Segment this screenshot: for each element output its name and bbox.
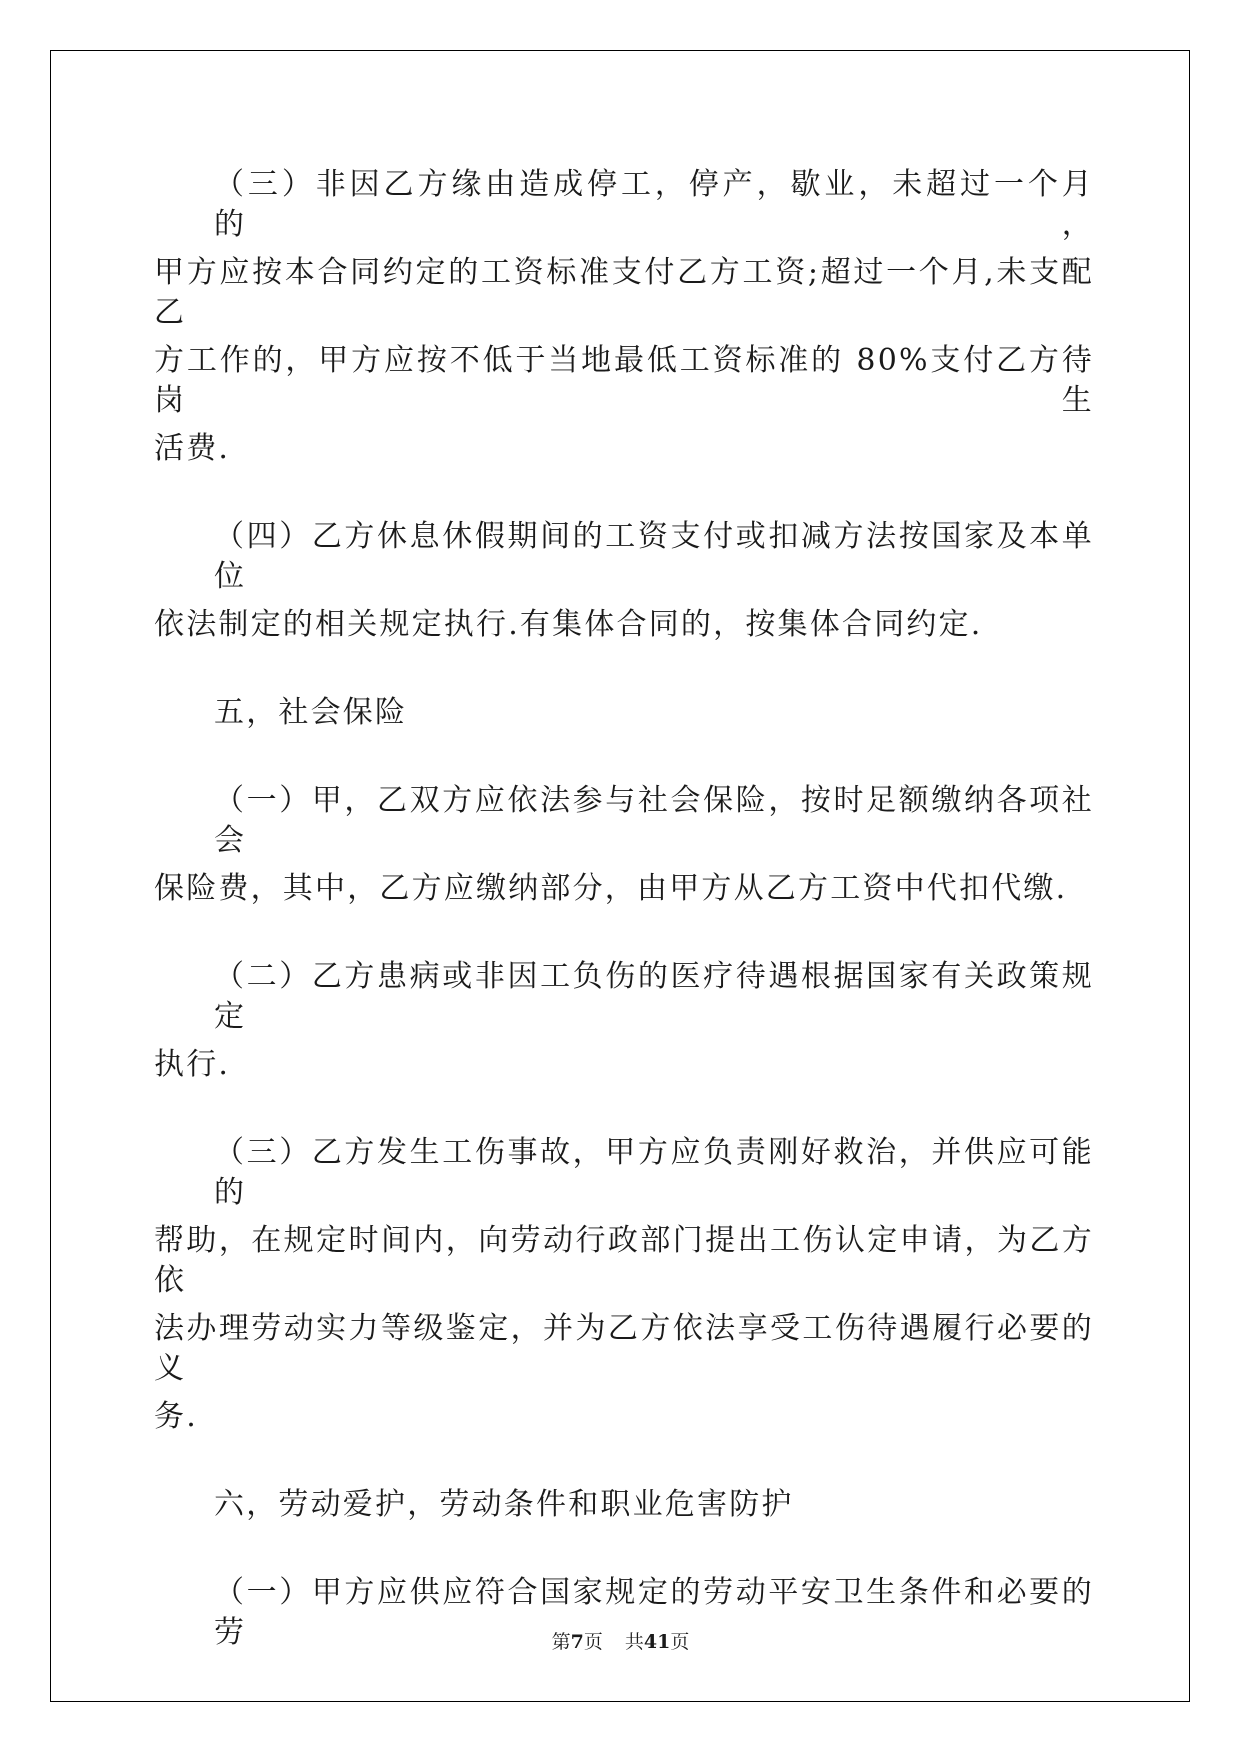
section-heading: 五，社会保险 — [214, 695, 408, 730]
text-line: 务. — [154, 1399, 198, 1434]
page-suffix: 页 — [583, 1631, 603, 1653]
text-line: 法办理劳动实力等级鉴定，并为乙方依法享受工伤待遇履行必要的义 — [154, 1311, 1094, 1386]
text-line: 方工作的，甲方应按不低于当地最低工资标准的 80%支付乙方待岗生 — [154, 343, 1094, 418]
total-suffix: 页 — [670, 1631, 690, 1653]
total-prefix: 共 — [624, 1631, 644, 1653]
section-heading: 六，劳动爱护，劳动条件和职业危害防护 — [214, 1487, 794, 1522]
text-line: 活费. — [154, 431, 231, 466]
page-footer — [0, 1630, 1241, 1654]
text-line: （四）乙方休息休假期间的工资支付或扣减方法按国家及本单位 — [214, 519, 1094, 594]
text-line: 执行. — [154, 1047, 231, 1082]
text-line: （三）非因乙方缘由造成停工，停产，歇业，未超过一个月的， — [214, 167, 1094, 242]
text-line: 帮助，在规定时间内，向劳动行政部门提出工伤认定申请，为乙方依 — [154, 1223, 1094, 1298]
page-number: 7 — [570, 1631, 584, 1653]
text-line: （三）乙方发生工伤事故，甲方应负责刚好救治，并供应可能的 — [214, 1135, 1094, 1210]
text-line: 保险费，其中，乙方应缴纳部分，由甲方从乙方工资中代扣代缴. — [154, 871, 1068, 906]
total-pages: 41 — [643, 1631, 671, 1653]
page-prefix: 第 — [551, 1631, 571, 1653]
text-line: （二）乙方患病或非因工负伤的医疗待遇根据国家有关政策规定 — [214, 959, 1094, 1034]
text-line: （一）甲，乙双方应依法参与社会保险，按时足额缴纳各项社会 — [214, 783, 1094, 858]
text-line: 甲方应按本合同约定的工资标准支付乙方工资;超过一个月,未支配乙 — [154, 255, 1094, 330]
text-line: 依法制定的相关规定执行.有集体合同的，按集体合同约定. — [154, 607, 983, 642]
text-line: （一）甲方应供应符合国家规定的劳动平安卫生条件和必要的劳 — [214, 1575, 1094, 1650]
